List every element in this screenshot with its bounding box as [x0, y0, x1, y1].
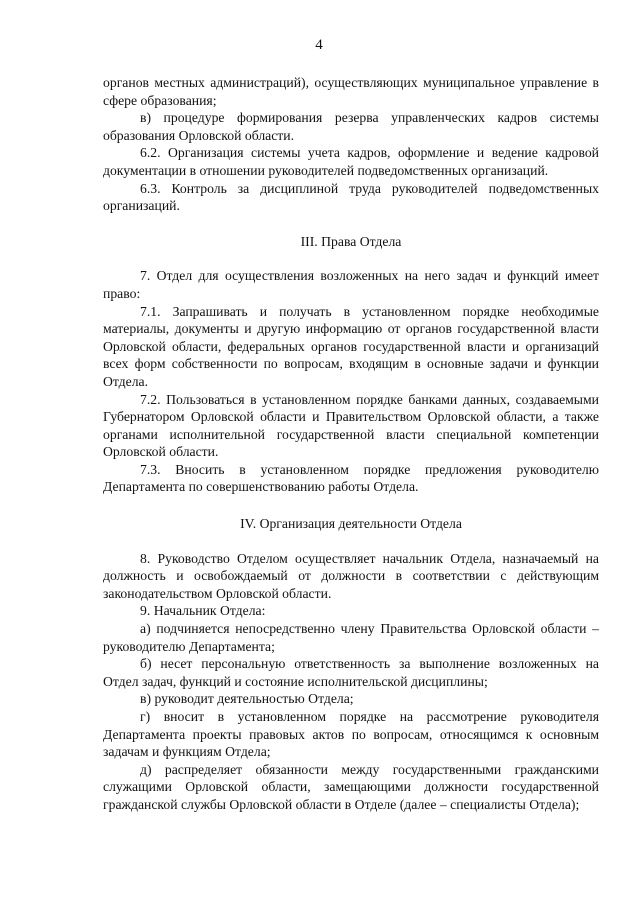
page-number: 4 [315, 37, 323, 53]
paragraph: 7.1. Запрашивать и получать в установленном порядке необходимые материалы, документы и другую информацию от органов государственной власти Орловской области, федеральных органов государственной власти и организаций всех форм собственности по вопросам, входящим в основные задачи и функции Отдела. [103, 303, 599, 389]
paragraph: 7. Отдел для осуществления возложенных на него задач и функций имеет право: [103, 268, 599, 301]
paragraph: б) несет персональную ответственность за выполнение возложенных на Отдел задач, функций и состояние исполнительской дисциплины; [103, 656, 599, 689]
section-heading-organization: IV. Организация деятельности Отдела [240, 516, 462, 532]
paragraph: в) руководит деятельностью Отдела; [140, 691, 354, 707]
section-heading-rights: III. Права Отдела [300, 233, 402, 249]
document-body [103, 74, 599, 814]
paragraph: а) подчиняется непосредственно члену Правительства Орловской области – руководителю Департамента; [103, 621, 599, 654]
paragraph: 6.2. Организация системы учета кадров, оформление и ведение кадровой документации в отношении руководителей подведомственных организаций. [103, 145, 599, 178]
paragraph: г) вносит в установленном порядке на рассмотрение руководителя Департамента проекты правовых актов по вопросам, относящимся к основным задачам и функциям Отдела; [103, 709, 599, 760]
paragraph: 6.3. Контроль за дисциплиной труда руководителей подведомственных организаций. [103, 180, 599, 214]
paragraph: 7.3. Вносить в установленном порядке предложения руководителю Департамента по совершенствованию работы Отдела. [103, 461, 599, 495]
paragraph: д) распределяет обязанности между государственными гражданскими служащими Орловской области, замещающими должности государственной гражданской службы Орловской области в Отделе (далее – специалисты Отдела); [103, 761, 599, 812]
paragraph: 7.2. Пользоваться в установленном порядке банками данных, создаваемыми Губернатором Орловской области и Правительством Орловской области, а также органами исполнительной государственной власти специальной компетенции Орловской области. [103, 391, 599, 460]
paragraph-continuation: органов местных администраций), осуществляющих муниципальное управление в сфере образования; [103, 75, 599, 108]
paragraph: в) процедуре формирования резерва управленческих кадров системы образования Орловской области. [103, 110, 599, 143]
paragraph: 9. Начальник Отдела: [140, 603, 266, 619]
paragraph: 8. Руководство Отделом осуществляет начальник Отдела, назначаемый на должность и освобождаемый от должности в соответствии с действующим законодательством Орловской области. [103, 550, 599, 601]
